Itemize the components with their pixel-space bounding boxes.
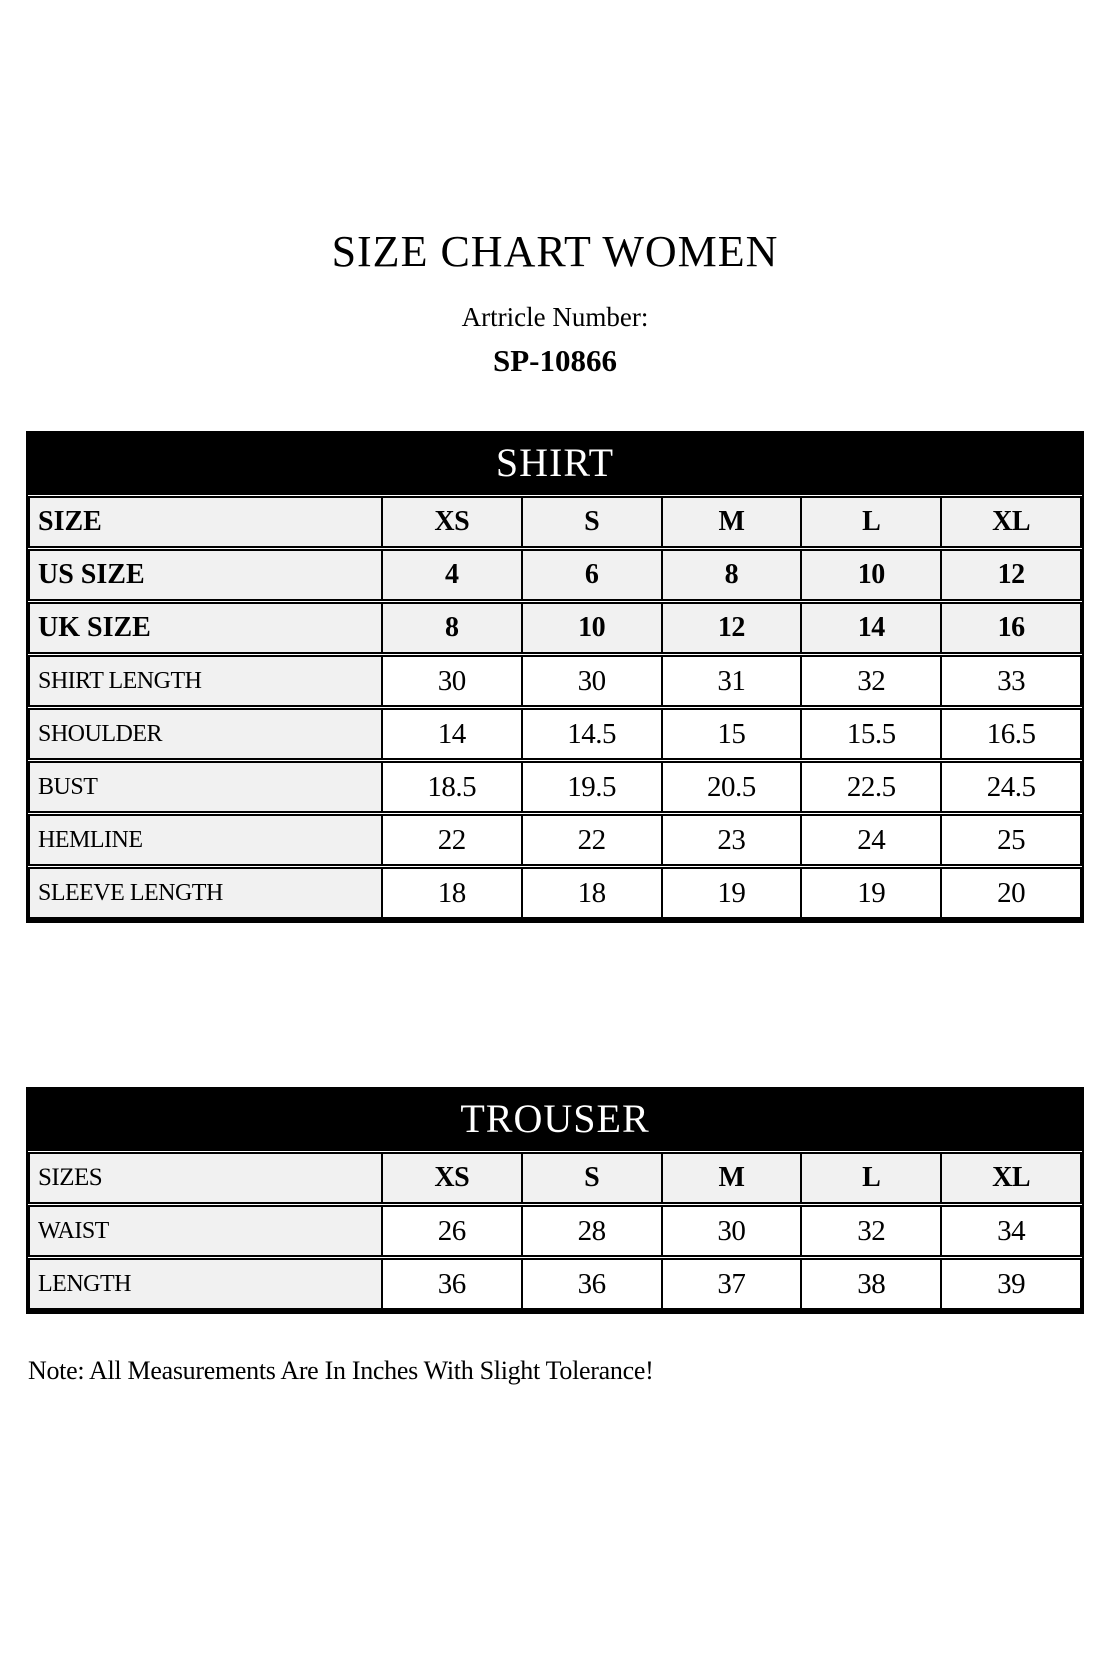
table-row xyxy=(29,761,1081,814)
table-cell: 36 xyxy=(522,1258,662,1311)
row-label: SLEEVE LENGTH xyxy=(29,867,382,920)
row-label: SIZES xyxy=(29,1152,382,1205)
table-cell: S xyxy=(522,1152,662,1205)
measurements-note: Note: All Measurements Are In Inches With Slight Tolerance! xyxy=(28,1356,654,1386)
article-number-label: Artricle Number: xyxy=(461,302,649,333)
trouser-table xyxy=(28,1149,1082,1312)
page-title: SIZE CHART WOMEN xyxy=(331,227,779,276)
table-cell: 15 xyxy=(662,708,802,761)
row-label: US SIZE xyxy=(29,549,382,602)
table-cell: 23 xyxy=(662,814,802,867)
table-cell: 12 xyxy=(662,602,802,655)
table-row xyxy=(29,814,1081,867)
table-cell: L xyxy=(801,1152,941,1205)
table-cell: 19 xyxy=(662,867,802,920)
table-cell: 28 xyxy=(522,1205,662,1258)
trouser-table-title: TROUSER xyxy=(28,1089,1082,1149)
table-row xyxy=(29,1205,1081,1258)
table-cell: 10 xyxy=(522,602,662,655)
table-cell: 32 xyxy=(801,1205,941,1258)
table-cell: 34 xyxy=(941,1205,1081,1258)
table-cell: M xyxy=(662,496,802,549)
row-label: SIZE xyxy=(29,496,382,549)
trouser-size-table xyxy=(26,1087,1084,1314)
table-cell: 15.5 xyxy=(801,708,941,761)
table-cell: 37 xyxy=(662,1258,802,1311)
table-row xyxy=(29,549,1081,602)
row-label: BUST xyxy=(29,761,382,814)
table-cell: M xyxy=(662,1152,802,1205)
table-cell: 19 xyxy=(801,867,941,920)
table-cell: 30 xyxy=(382,655,522,708)
table-cell: 6 xyxy=(522,549,662,602)
table-cell: 22 xyxy=(382,814,522,867)
shirt-table-title: SHIRT xyxy=(28,433,1082,493)
table-cell: 16 xyxy=(941,602,1081,655)
table-cell: 18 xyxy=(382,867,522,920)
table-cell: 14.5 xyxy=(522,708,662,761)
table-row xyxy=(29,867,1081,920)
table-row xyxy=(29,708,1081,761)
row-label: SHIRT LENGTH xyxy=(29,655,382,708)
table-cell: 36 xyxy=(382,1258,522,1311)
table-cell: 26 xyxy=(382,1205,522,1258)
table-cell: 24.5 xyxy=(941,761,1081,814)
table-cell: XL xyxy=(941,1152,1081,1205)
table-cell: XS xyxy=(382,496,522,549)
table-cell: 16.5 xyxy=(941,708,1081,761)
table-cell: 8 xyxy=(382,602,522,655)
row-label: HEMLINE xyxy=(29,814,382,867)
table-cell: 30 xyxy=(522,655,662,708)
table-cell: S xyxy=(522,496,662,549)
table-cell: 25 xyxy=(941,814,1081,867)
table-cell: 22.5 xyxy=(801,761,941,814)
table-cell: 19.5 xyxy=(522,761,662,814)
table-cell: 12 xyxy=(941,549,1081,602)
row-label: LENGTH xyxy=(29,1258,382,1311)
table-cell: 10 xyxy=(801,549,941,602)
shirt-size-table xyxy=(26,431,1084,923)
table-cell: 22 xyxy=(522,814,662,867)
table-row xyxy=(29,1258,1081,1311)
table-cell: 30 xyxy=(662,1205,802,1258)
table-cell: 24 xyxy=(801,814,941,867)
table-cell: L xyxy=(801,496,941,549)
table-cell: 18.5 xyxy=(382,761,522,814)
table-cell: 4 xyxy=(382,549,522,602)
table-row xyxy=(29,496,1081,549)
table-cell: XL xyxy=(941,496,1081,549)
table-cell: 33 xyxy=(941,655,1081,708)
table-cell: XS xyxy=(382,1152,522,1205)
table-cell: 20.5 xyxy=(662,761,802,814)
table-cell: 20 xyxy=(941,867,1081,920)
table-row xyxy=(29,602,1081,655)
shirt-table xyxy=(28,493,1082,921)
table-cell: 14 xyxy=(382,708,522,761)
table-cell: 38 xyxy=(801,1258,941,1311)
row-label: UK SIZE xyxy=(29,602,382,655)
table-row xyxy=(29,1152,1081,1205)
article-number-value: SP-10866 xyxy=(493,343,617,379)
table-cell: 31 xyxy=(662,655,802,708)
table-cell: 8 xyxy=(662,549,802,602)
table-cell: 18 xyxy=(522,867,662,920)
table-cell: 39 xyxy=(941,1258,1081,1311)
row-label: SHOULDER xyxy=(29,708,382,761)
table-cell: 32 xyxy=(801,655,941,708)
table-row xyxy=(29,655,1081,708)
row-label: WAIST xyxy=(29,1205,382,1258)
table-cell: 14 xyxy=(801,602,941,655)
